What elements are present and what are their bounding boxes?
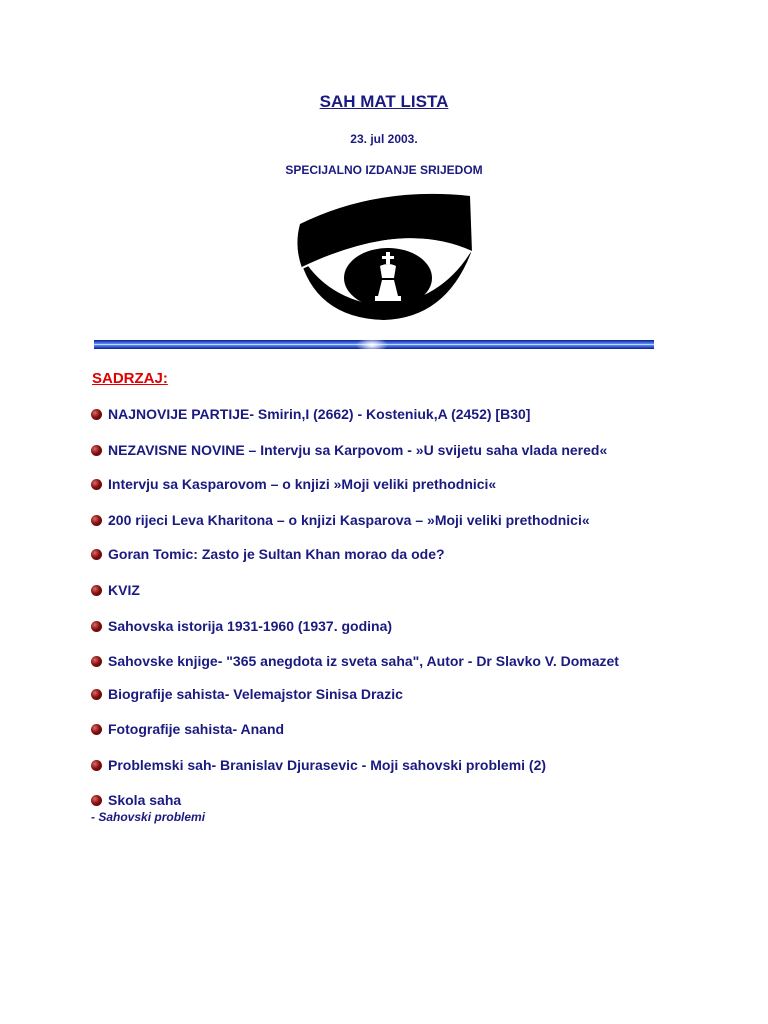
contents-item-label[interactable]: Fotografije sahista- Anand xyxy=(108,721,285,737)
bullet-icon xyxy=(91,409,102,420)
bullet-icon xyxy=(91,549,102,560)
bullet-icon xyxy=(91,689,102,700)
bullet-icon xyxy=(91,760,102,771)
issue-subtitle: SPECIJALNO IZDANJE SRIJEDOM xyxy=(285,163,483,177)
contents-item-label[interactable]: 200 rijeci Leva Kharitona – o knjizi Kasparova – »Moji veliki prethodnici« xyxy=(108,512,590,528)
bullet-icon xyxy=(91,656,102,667)
contents-item[interactable] xyxy=(91,582,140,598)
issue-date: 23. jul 2003. xyxy=(350,132,418,146)
contents-item[interactable] xyxy=(91,406,530,422)
contents-item[interactable] xyxy=(91,792,181,808)
contents-item[interactable] xyxy=(91,476,496,492)
bullet-icon xyxy=(91,621,102,632)
contents-item[interactable] xyxy=(91,721,284,737)
contents-item-label[interactable]: NAJNOVIJE PARTIJE- Smirin,I (2662) - Kosteniuk,A (2452) [B30] xyxy=(108,406,531,422)
contents-item-label[interactable]: KVIZ xyxy=(108,582,140,598)
contents-heading: SADRZAJ: xyxy=(92,370,168,387)
contents-item[interactable] xyxy=(91,653,619,669)
contents-item-label[interactable]: Sahovske knjige- "365 anegdota iz sveta saha", Autor - Dr Slavko V. Domazet xyxy=(108,653,619,669)
contents-item-label[interactable]: Problemski sah- Branislav Djurasevic - Moji sahovski problemi (2) xyxy=(108,757,547,773)
bullet-icon xyxy=(91,515,102,526)
bullet-icon xyxy=(91,795,102,806)
bullet-icon xyxy=(91,585,102,596)
blue-divider xyxy=(94,337,654,353)
contents-item[interactable] xyxy=(91,512,590,528)
contents-item-label[interactable]: Skola saha xyxy=(108,792,182,808)
contents-item-label[interactable]: Sahovska istorija 1931-1960 (1937. godina) xyxy=(108,618,393,634)
chess-eye-logo xyxy=(292,188,476,324)
contents-item-label[interactable]: Goran Tomic: Zasto je Sultan Khan morao da ode? xyxy=(108,546,445,562)
bullet-icon xyxy=(91,724,102,735)
page-title: SAH MAT LISTA xyxy=(319,92,449,111)
contents-item[interactable] xyxy=(91,757,546,773)
contents-item-label[interactable]: Biografije sahista- Velemajstor Sinisa Drazic xyxy=(108,686,403,702)
contents-item[interactable] xyxy=(91,686,403,702)
contents-item[interactable] xyxy=(91,442,607,458)
bullet-icon xyxy=(91,445,102,456)
contents-item-label[interactable]: Intervju sa Kasparovom – o knjizi »Moji veliki prethodnici« xyxy=(108,476,497,492)
bullet-icon xyxy=(91,479,102,490)
contents-item-label[interactable]: NEZAVISNE NOVINE – Intervju sa Karpovom - »U svijetu saha vlada nered« xyxy=(108,442,608,458)
contents-item[interactable] xyxy=(91,546,445,562)
contents-subnote[interactable]: - Sahovski problemi xyxy=(91,810,206,824)
contents-item[interactable] xyxy=(91,618,392,634)
